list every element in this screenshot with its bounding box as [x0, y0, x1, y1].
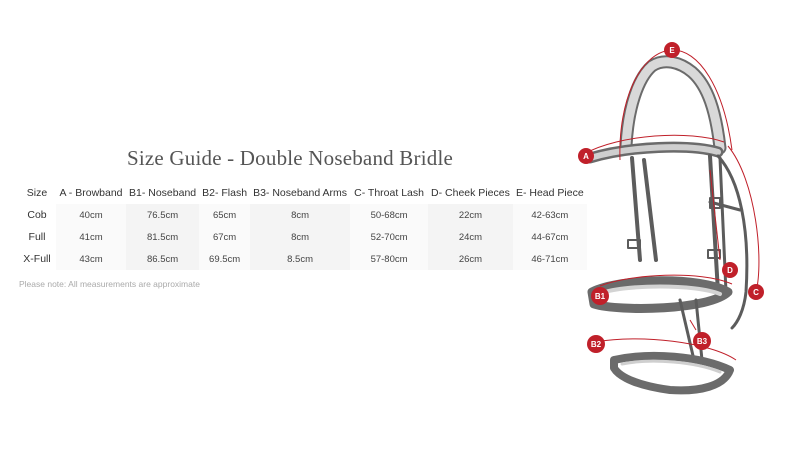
measure-line-b3: [690, 320, 696, 330]
column-header-flash: B2- Flash: [202, 187, 248, 199]
column-header-size: Size: [26, 187, 48, 199]
row-size-label: X-Full: [18, 248, 56, 270]
table-cell: 42-63cm: [513, 204, 587, 226]
column-header-head-piece: E- Head Piece: [515, 187, 584, 199]
table-cell: 22cm: [428, 204, 513, 226]
badge-b3: [693, 332, 711, 350]
table-header-row: [18, 182, 587, 204]
badge-b1-label: B1: [594, 292, 606, 301]
badge-b1: [591, 287, 609, 305]
table-cell: 65cm: [199, 204, 250, 226]
table-cell: 52-70cm: [350, 226, 428, 248]
table-row: [18, 226, 587, 248]
badge-e: [664, 42, 680, 58]
badge-c-label: C: [753, 288, 759, 297]
table-cell: 43cm: [56, 248, 126, 270]
badge-c: [748, 284, 764, 300]
table-cell: 44-67cm: [513, 226, 587, 248]
table-cell: 24cm: [428, 226, 513, 248]
badge-d-label: D: [727, 266, 733, 275]
table-cell: 8cm: [250, 226, 350, 248]
table-cell: 46-71cm: [513, 248, 587, 270]
badge-b2-label: B2: [590, 340, 602, 349]
table-cell: 8.5cm: [250, 248, 350, 270]
table-cell: 86.5cm: [126, 248, 199, 270]
table-row: [18, 248, 587, 270]
size-table: [18, 182, 587, 270]
table-cell: 50-68cm: [350, 204, 428, 226]
table-cell: 8cm: [250, 204, 350, 226]
table-cell: 76.5cm: [126, 204, 199, 226]
column-header-noseband: B1- Noseband: [129, 187, 197, 199]
badge-a-label: A: [583, 152, 589, 161]
column-header-cheek-pieces: D- Cheek Pieces: [431, 187, 510, 199]
table-row: [18, 204, 587, 226]
badge-b3-label: B3: [696, 337, 708, 346]
badge-e-label: E: [669, 46, 675, 55]
table-cell: 69.5cm: [199, 248, 250, 270]
row-size-label: Full: [18, 226, 56, 248]
badge-b2: [587, 335, 605, 353]
column-header-throat-lash: C- Throat Lash: [354, 187, 424, 199]
table-cell: 67cm: [199, 226, 250, 248]
row-size-label: Cob: [18, 204, 56, 226]
column-header-noseband-arms: B3- Noseband Arms: [253, 187, 348, 199]
table-cell: 81.5cm: [126, 226, 199, 248]
cheek-piece-left: [632, 158, 640, 260]
badge-a: [578, 148, 594, 164]
table-cell: 26cm: [428, 248, 513, 270]
bridle-diagram: [560, 30, 800, 430]
table-cell: 57-80cm: [350, 248, 428, 270]
table-cell: 40cm: [56, 204, 126, 226]
page-title: Size Guide - Double Noseband Bridle: [126, 146, 453, 170]
badge-d: [722, 262, 738, 278]
column-header-browband: A - Browband: [59, 187, 123, 199]
measurement-note: Please note: All measurements are approximate: [19, 279, 200, 289]
table-cell: 41cm: [56, 226, 126, 248]
